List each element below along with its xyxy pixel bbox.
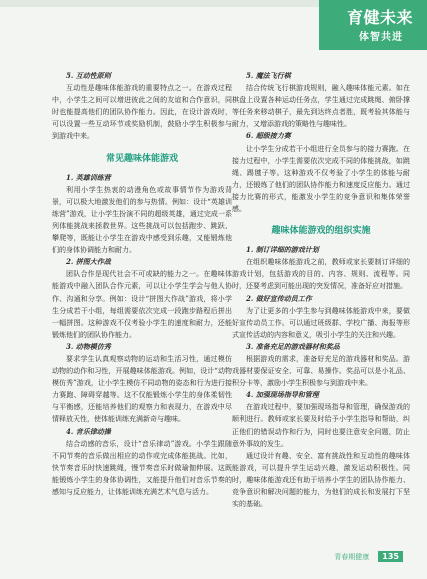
section-title-implementation: 趣味体能游戏的组织实施 bbox=[271, 226, 371, 237]
game-2-heading: 2. 拼图大作战 bbox=[66, 257, 111, 267]
game-3-text: 要求学生认真观察动物的运动和生活习性，通过模仿动物的动作和习性，开展趣味体能游戏。例如，设计“动物模仿秀”游戏，让小学生模仿不同动物的姿态和行为进行接力赛跑、障碍穿越等。这不仅能锻炼小学生的身体柔韧性与平衡感，还能培养他们的观察力和表现力，在游戏中尽情释放天性，使体能训练充满新奇与趣味。 bbox=[52, 354, 232, 424]
page-footer bbox=[334, 546, 403, 565]
game-4-text: 结合动感的音乐，设计“音乐律动”游戏。小学生跟随不同节奏的音乐做出相应的动作或完成体能挑战。比如，快节奏音乐时快速跳绳，慢节奏音乐时做瑜伽伸展。这既能锻炼小学生的身体协调性，又能提升他们对音乐节奏的感知与反应能力，让体能训练充满艺术气息与活力。 bbox=[52, 439, 232, 496]
game-5-text: 结合传统飞行棋游戏规则，融入趣味体能元素。如在棋盘上设置各种运动任务点，学生通过完成跳绳、俯卧撑等任务来移动棋子，最先到达终点者胜，既考验其体能与耐力，又增添游戏的策略性与趣味性。 bbox=[232, 84, 410, 129]
section-title-common-games: 常见趣味体能游戏 bbox=[105, 153, 178, 164]
implementation-1-text: 在组织趣味体能游戏之前，教师或家长要制订详细的游戏计划，包括游戏的目的、内容、规则、流程等。同时，还要考虑到可能出现的突发情况，准备好应对措施。 bbox=[232, 258, 410, 291]
conclusion-text: 通过设计有趣、安全、富有挑战性和互动性的趣味体能游戏，可以提升学生运动兴趣，激发运动积极性。同时，趣味体能游戏还有助于培养小学生的团队协作能力、竞争意识和解决问题的能力，为他们的成长和发展打下坚实的基础。 bbox=[232, 451, 410, 509]
right-column bbox=[232, 70, 410, 510]
journal-label: 青春期健康 bbox=[334, 552, 370, 561]
game-6-heading: 6. 超级接力赛 bbox=[246, 131, 291, 141]
implementation-1-heading: 1. 制订详细的游戏计划 bbox=[246, 245, 319, 255]
game-3-heading: 3. 动物模仿秀 bbox=[66, 341, 111, 351]
game-1-text: 利用小学生热衷的动漫角色或故事情节作为游戏背景，可以极大地激发他们的参与热情。例如：设计“英雄训练营”游戏，让小学生扮演不同的超级英雄，通过完成一系列体能挑战来拯救世界。这些挑战可以包括跑步、跳跃、攀爬等，既能让小学生在游戏中感受到乐趣，又能锻炼他们的身体协调能力和耐力。 bbox=[52, 185, 232, 255]
implementation-4-heading: 4. 加强现场指导和管理 bbox=[246, 390, 319, 400]
left-column bbox=[52, 70, 232, 498]
game-2-text: 团队合作是现代社会不可或缺的能力之一。在趣味体能游戏中融入团队合作元素，可以让小学生学会与他人协作、沟通和分享。例如：设计“拼图大作战”游戏，将小学生分成若干小组，每组需要依次完成一段跑步路程后拼出一幅拼图。这种游戏不仅考验小学生的速度和耐力，还能锻炼他们的团队协作能力。 bbox=[52, 270, 232, 339]
implementation-4-text: 在游戏过程中，要加强现场指导和管理，确保游戏的顺利进行。教师或家长要及时给予小学生指导和帮助，纠正他们的错误动作和行为，同时也要注意安全问题，防止意外事故的发生。 bbox=[232, 403, 410, 448]
game-4-heading: 4. 音乐律动操 bbox=[66, 426, 111, 436]
brand-title: 育健未来 bbox=[346, 8, 413, 27]
game-1-heading: 1. 英雄训练营 bbox=[66, 172, 111, 182]
page-number: 135 bbox=[378, 551, 403, 562]
implementation-2-heading: 2. 做好宣传动员工作 bbox=[246, 293, 312, 303]
game-5-heading: 5. 魔法飞行棋 bbox=[246, 71, 291, 80]
principle-5-text: 互动性是趣味体能游戏的重要特点之一。在游戏过程中，小学生之间可以增进彼此之间的友谊和合作意识，同时也能提高他们的团队协作能力。因此，在设计游戏时，可以设置一些互动环节或奖励机制，鼓励小学生积极参与到游戏中来。 bbox=[52, 84, 232, 141]
implementation-3-heading: 3. 准备充足的游戏器材和奖品 bbox=[246, 341, 340, 351]
brand-subtitle: 体智共进 bbox=[359, 32, 403, 43]
column-brand-block bbox=[319, 0, 427, 50]
implementation-3-text: 根据游戏的需求，准备好充足的游戏器材和奖品。游戏器材要保证安全、可靠、易操作。奖品可以是小礼品、积分卡等，激励小学生积极参与到游戏中来。 bbox=[232, 354, 410, 388]
game-6-text: 让小学生分成若干小组进行全员参与的接力赛跑。在接力过程中，小学生需要依次完成不同的体能挑战，如跳绳、踢毽子等。这种游戏不仅考验了小学生的体能与耐力，还锻炼了他们的团队协作能力和速度反应能力。通过接力比赛的形式，能激发小学生的竞争意识和集体荣誉感。 bbox=[232, 144, 410, 214]
implementation-2-text: 为了让更多的小学生参与到趣味体能游戏中来，要做好宣传动员工作。可以通过班级群、学校广播、海报等形式宣传活动的内容和意义，吸引小学生的关注和兴趣。 bbox=[232, 306, 410, 339]
principle-5-heading: 5. 互动性原则 bbox=[66, 71, 111, 80]
